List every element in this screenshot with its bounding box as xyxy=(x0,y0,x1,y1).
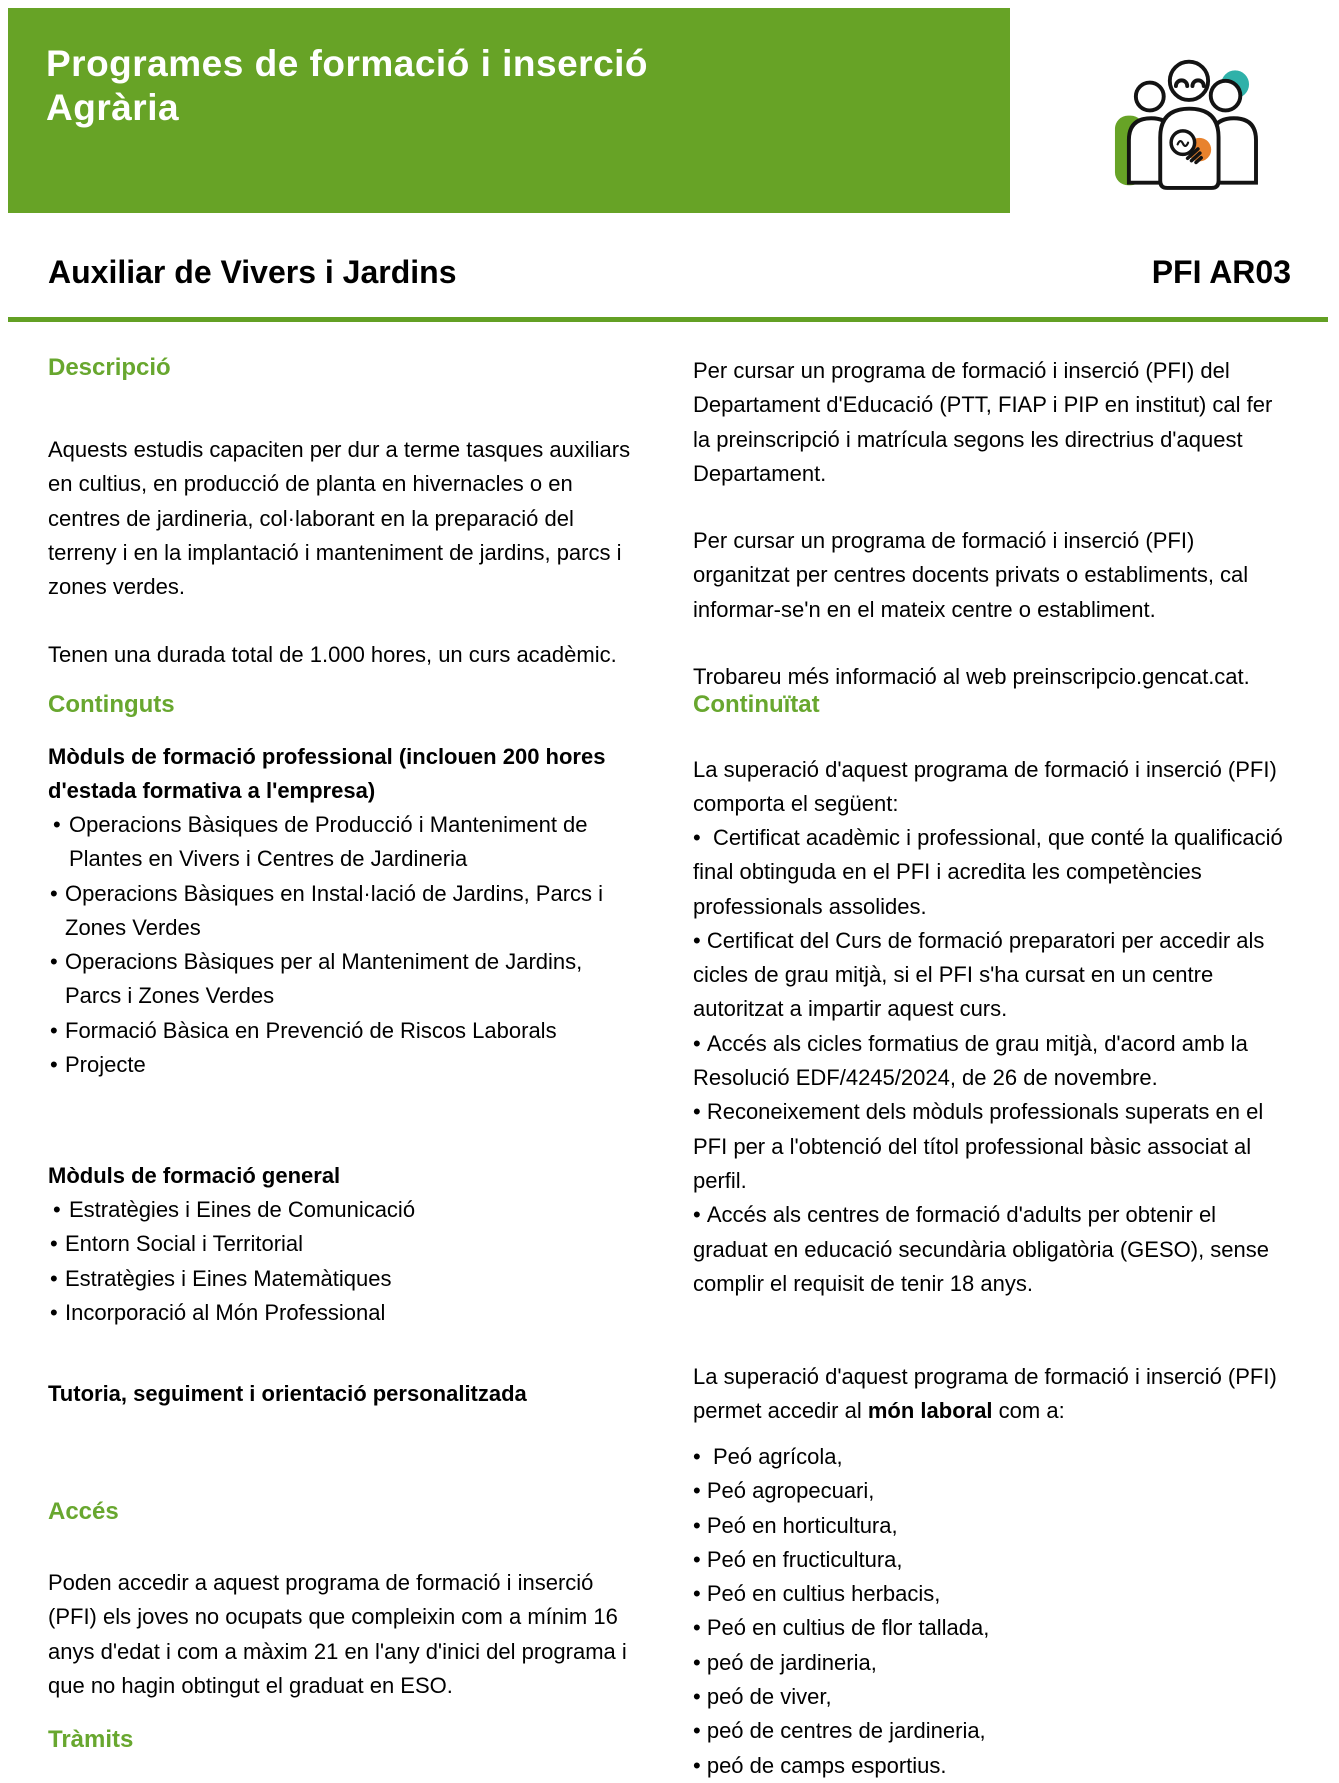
tramits-paragraph-3: Trobareu més informació al web preinscripcio.gencat.cat. xyxy=(693,664,1250,689)
list-item: • Peó agropecuari, xyxy=(693,1474,1291,1508)
subheading-moduls-general: Mòduls de formació general xyxy=(48,1163,341,1188)
list-item: • Estratègies i Eines de Comunicació xyxy=(48,1193,642,1227)
list-item: • peó de camps esportius. xyxy=(693,1749,1291,1783)
laboral-text-bold: món laboral xyxy=(867,1398,993,1424)
list-item: • Operacions Bàsiques per al Manteniment de Jardins, Parcs i Zones Verdes xyxy=(48,945,642,1014)
list-item: • Peó en cultius herbacis, xyxy=(693,1577,1291,1611)
person-icon xyxy=(1160,62,1218,188)
list-item: • Peó en cultius de flor tallada, xyxy=(693,1611,1291,1645)
list-item: • peó de viver, xyxy=(693,1680,1291,1714)
people-lightbulb-logo-icon xyxy=(1086,46,1278,194)
tramits-paragraph-1: Per cursar un programa de formació i inserció (PFI) del Departament d'Educació (PTT, FIAP i PIP en institut) cal fer la preinscripció i matrícula segons les directrius d'aquest Departament. xyxy=(693,358,1273,486)
green-divider-rule xyxy=(8,317,1328,322)
program-title: Auxiliar de Vivers i Jardins xyxy=(48,254,457,290)
title-row xyxy=(48,252,1291,292)
list-item: • Peó en fructicultura, xyxy=(693,1543,1291,1577)
acces-paragraph: Poden accedir a aquest programa de formació i inserció (PFI) els joves no ocupats que compleixin com a mínim 16 anys d'edat i com a màxim 21 en l'any d'inici del programa i que no hagin obtingut el graduat en ESO. xyxy=(48,1570,627,1698)
list-item: • Certificat del Curs de formació preparatori per accedir als cicles de grau mitjà, si el PFI s'ha cursat en un centre autoritzat a impartir aquest curs. xyxy=(693,924,1291,1027)
list-item: • Estratègies i Eines Matemàtiques xyxy=(48,1262,642,1296)
list-item: • Entorn Social i Territorial xyxy=(48,1227,642,1261)
list-item: • Projecte xyxy=(48,1048,642,1082)
list-item: • Incorporació al Món Professional xyxy=(48,1296,642,1330)
list-item: • Peó en horticultura, xyxy=(693,1509,1291,1543)
section-heading-acces: Accés xyxy=(48,1498,119,1525)
laboral-text-pre: La superació d'aquest programa de formació i inserció (PFI) permet accedir al xyxy=(693,1364,1277,1424)
section-heading-tramits: Tràmits xyxy=(48,1726,134,1753)
list-item: • Operacions Bàsiques de Producció i Manteniment de Plantes en Vivers i Centres de Jardineria xyxy=(48,808,642,877)
subheading-tutoria: Tutoria, seguiment i orientació personalitzada xyxy=(48,1381,527,1406)
program-code: PFI AR03 xyxy=(1151,254,1291,290)
descripcio-paragraph-1: Aquests estudis capaciten per dur a terme tasques auxiliars en cultius, en producció de planta en hivernacles o en centres de jardineria, col·laborant en la preparació del terreny i en la implantació i manteniment de jardins, parcs i zones verdes. xyxy=(48,437,631,600)
list-item: • Accés als cicles formatius de grau mitjà, d'acord amb la Resolució EDF/4245/2024, de 26 de novembre. xyxy=(693,1027,1291,1096)
list-item: • peó de centres de jardineria, xyxy=(693,1714,1291,1748)
tramits-paragraph-2: Per cursar un programa de formació i inserció (PFI) organitzat per centres docents privats o establiments, cal informar-se'n en el mateix centre o establiment. xyxy=(693,528,1249,622)
laboral-text-post: com a: xyxy=(992,1398,1065,1424)
section-heading-continuitat: Continuïtat xyxy=(693,691,820,718)
moduls-professional-list xyxy=(48,808,642,1082)
continuitat-list xyxy=(693,821,1291,1301)
section-heading-continguts: Continguts xyxy=(48,691,175,718)
list-item: • Peó agrícola, xyxy=(693,1440,1291,1474)
subheading-moduls-professional: Mòduls de formació professional (inclouen 200 hores d'estada formativa a l'empresa) xyxy=(48,744,606,804)
descripcio-paragraph-2: Tenen una durada total de 1.000 hores, un curs acadèmic. xyxy=(48,642,617,667)
banner-title-line2: Agrària xyxy=(46,87,180,128)
section-heading-descripcio: Descripció xyxy=(48,354,171,381)
list-item: • Operacions Bàsiques en Instal·lació de Jardins, Parcs i Zones Verdes xyxy=(48,877,642,946)
jobs-list xyxy=(693,1440,1291,1783)
laboral-paragraph xyxy=(693,1360,1291,1429)
list-item: • Reconeixement dels mòduls professionals superats en el PFI per a l'obtenció del títol professional bàsic associat al perfil. xyxy=(693,1095,1291,1198)
continuitat-intro: La superació d'aquest programa de formació i inserció (PFI) comporta el següent: xyxy=(693,757,1277,817)
list-item: • peó de jardineria, xyxy=(693,1646,1291,1680)
moduls-general-list xyxy=(48,1193,642,1330)
document-header-banner xyxy=(8,8,1010,213)
list-item: • Formació Bàsica en Prevenció de Riscos Laborals xyxy=(48,1014,642,1048)
banner-title-line1: Programes de formació i inserció xyxy=(46,43,649,84)
list-item: • Accés als centres de formació d'adults per obtenir el graduat en educació secundària obligatòria (GESO), sense complir el requisit de tenir 18 anys. xyxy=(693,1198,1291,1301)
list-item: • Certificat acadèmic i professional, que conté la qualificació final obtinguda en el PFI i acredita les competències professionals assolides. xyxy=(693,821,1291,924)
